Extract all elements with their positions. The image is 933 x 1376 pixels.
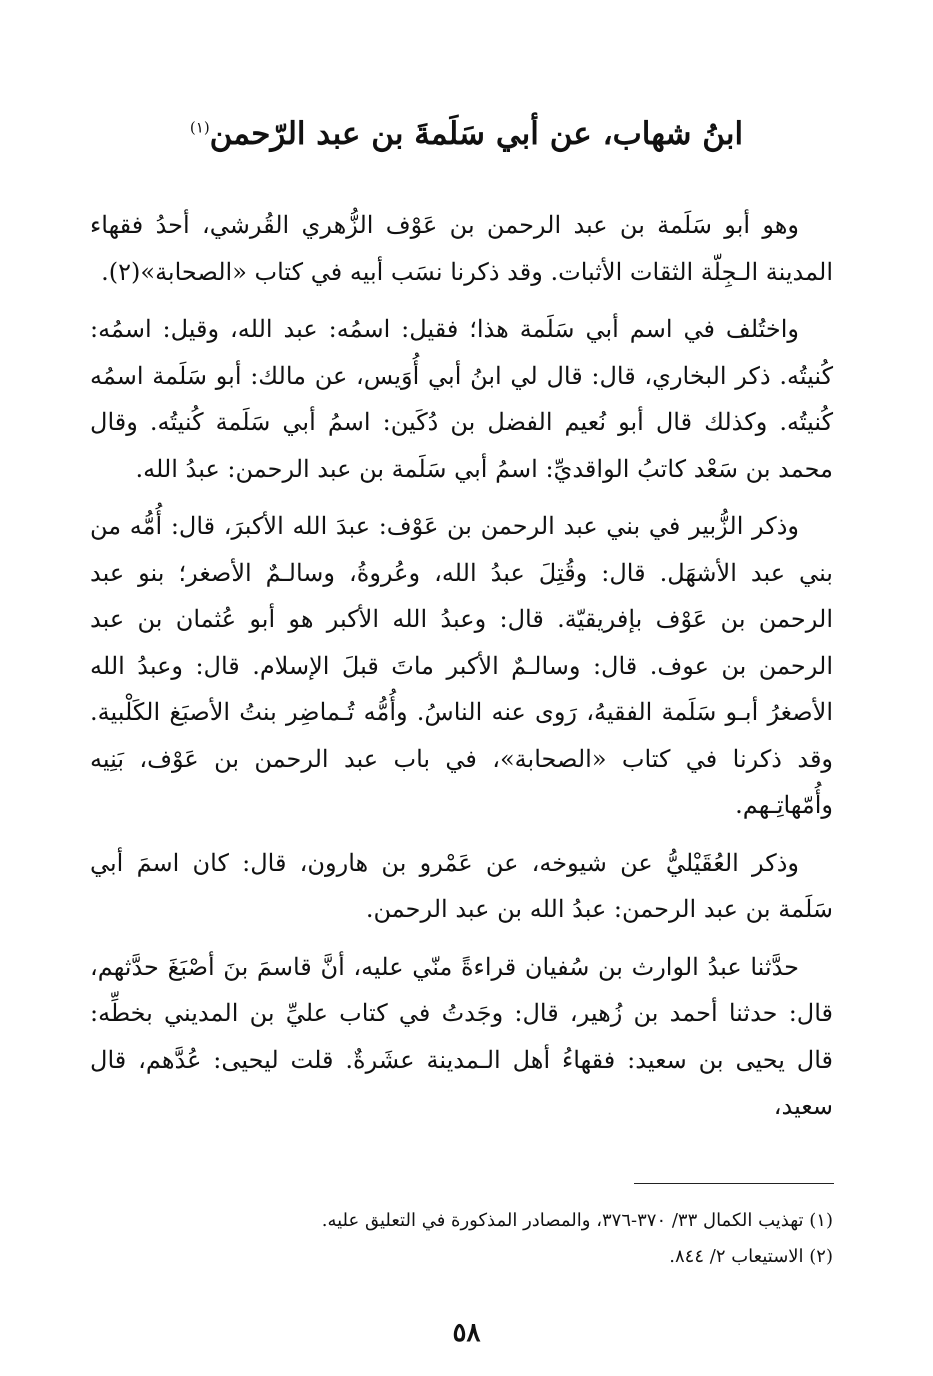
page-number: ٥٨: [452, 1318, 481, 1348]
footnote: (١) تهذيب الكمال ٣٣/ ٣٧٠-٣٧٦، والمصادر المذكورة في التعليق عليه.: [321, 1210, 833, 1231]
paragraph: حدَّثنا عبدُ الوارث بن سُفيان قراءةً منّي عليه، أنَّ قاسمَ بنَ أصْبَغَ حدَّثهم، قال: حدثنا أحمد بن زُهير، قال: وجَدتُ في كتاب عليِّ بن المديني بخطِّه: قال يحيى بن سعيد: فقهاءُ أهل الـمدينة عشَرةٌ. قلت ليحيى: عُدَّهم، قال سعيد،: [90, 952, 833, 1120]
footnote: (٢) الاستيعاب ٢/ ٨٤٤.: [669, 1246, 833, 1267]
paragraph: وذكر الزُّبير في بني عبد الرحمن بن عَوْف: عبدَ الله الأكبرَ، قال: أُمُّه من بني عبد الأشهَل. قال: وقُتِلَ عبدُ الله، وعُروةُ، وسالـمٌ الأصغر؛ بنو عبد الرحمن بن عَوْف بإفريقيّة. قال: وعبدُ الله الأكبر هو أبو عُثمان بن عبد الرحمن بن عوف. قال: وسالـمٌ الأكبر ماتَ قبلَ الإسلام. قال: وعبدُ الله الأصغرُ أبـو سَلَمة الفقيهُ، رَوى عنه الناسُ. وأُمُّه تُـماضِر بنتُ الأصبَغ الكَلْبية. وقد ذكرنا في كتاب «الصحابة»، في باب عبد الرحمن بن عَوْف، بَنِيه وأُمّهاتِـهم.: [90, 512, 834, 819]
heading-title: ابنُ شهاب، عن أبي سَلَمةَ بن عبد الرّحمن: [209, 116, 744, 152]
paragraph: وذكر العُقَيْليُّ عن شيوخه، عن عَمْرو بن هارون، قال: كان اسمَ أبي سَلَمة بن عبد الرحمن: عبدُ الله بن عبد الرحمن.: [90, 848, 833, 923]
body-text: [90, 202, 833, 1141]
paragraph: واختُلف في اسم أبي سَلَمة هذا؛ فقيل: اسمُه: عبد الله، وقيل: اسمُه: كُنيتُه. ذكر البخاري، قال: قال لي ابنُ أبي أُوَيس، عن مالك: أبو سَلَمة اسمُه كُنيتُه. وكذلك قال أبو نُعيم الفضل بن دُكَين: اسمُ أبي سَلَمة كُنيتُه. وقال محمد بن سَعْد كاتبُ الواقديِّ: اسمُ أبي سَلَمة بن عبد الرحمن: عبدُ الله.: [90, 315, 833, 483]
heading-footnote-ref: (١): [189, 118, 210, 137]
chapter-heading: [0, 112, 933, 156]
footnotes: [90, 1203, 833, 1275]
paragraph: وهو أبو سَلَمة بن عبد الرحمن بن عَوْف الزُّهري القُرشي، أحدُ فقهاء المدينة الـجِلّة الثقات الأثبات. وقد ذكرنا نسَب أبيه في كتاب «الصحابة»(٢).: [90, 211, 833, 286]
footnote-divider: [634, 1183, 834, 1184]
